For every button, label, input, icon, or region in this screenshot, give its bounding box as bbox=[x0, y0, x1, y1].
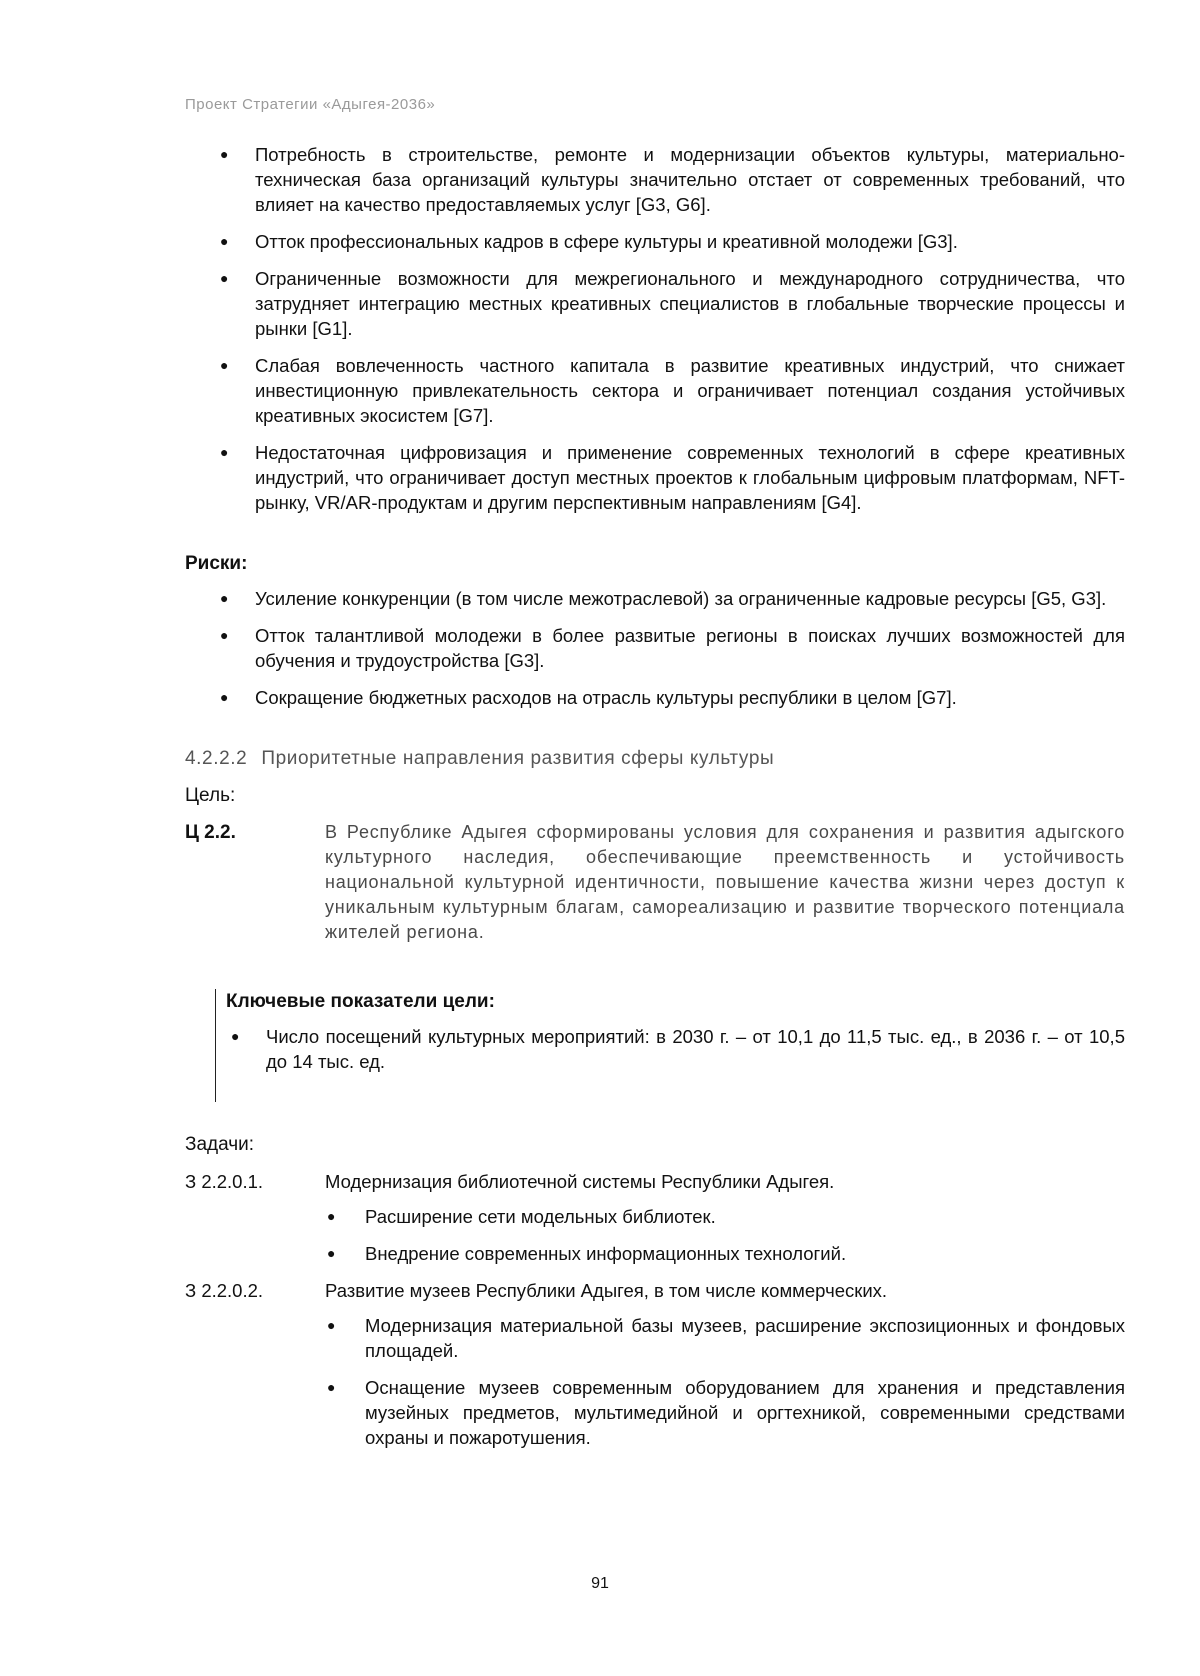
bullet-icon: ● bbox=[220, 689, 229, 705]
list-item-text: Число посещений культурных мероприятий: в 2030 г. – от 10,1 до 11,5 тыс. ед., в 2036 г. – от 10,5 до 14 тыс. ед. bbox=[266, 1026, 1125, 1072]
list-item bbox=[325, 1204, 1125, 1229]
goal-code: Ц 2.2. bbox=[185, 822, 236, 843]
page-number: 91 bbox=[591, 1575, 609, 1592]
running-header: Проект Стратегии «Адыгея-2036» bbox=[185, 96, 436, 113]
list-item-text: Ограниченные возможности для межрегионального и международного сотрудничества, что затрудняет интеграцию местных креативных специалистов в глобальные творческие процессы и рынки [G1]. bbox=[255, 268, 1125, 339]
list-item bbox=[185, 586, 1125, 611]
list-item bbox=[185, 229, 1125, 254]
list-item-text: Слабая вовлеченность частного капитала в развитие креативных индустрий, что снижает инвестиционную привлекательность сектора и ограничивает потенциал создания устойчивых креативных экосистем [G7]. bbox=[255, 355, 1125, 426]
task-subitems-list bbox=[325, 1313, 1125, 1450]
goal-label: Цель: bbox=[185, 785, 236, 806]
list-item bbox=[325, 1375, 1125, 1450]
kpi-box bbox=[215, 989, 1125, 1102]
list-item bbox=[185, 440, 1125, 515]
bullet-icon: ● bbox=[327, 1379, 336, 1395]
task-title: Модернизация библиотечной системы Республики Адыгея. bbox=[325, 1171, 835, 1192]
task-row bbox=[185, 1278, 1125, 1303]
bullet-icon: ● bbox=[220, 357, 229, 373]
list-item-text: Модернизация материальной базы музеев, расширение экспозиционных и фондовых площадей. bbox=[365, 1315, 1125, 1361]
goal-text: В Республике Адыгея сформированы условия для сохранения и развития адыгского культурного наследия, обеспечивающие преемственность и устойчивость национальной культурной идентичности, повышение качества жизни через доступ к уникальным культурным благам, самореализацию и развитие творческого потенциала жителей региона. bbox=[325, 822, 1125, 942]
bullet-icon: ● bbox=[220, 444, 229, 460]
bullet-icon: ● bbox=[327, 1208, 336, 1224]
tasks-label: Задачи: bbox=[185, 1134, 255, 1155]
list-item-text: Оснащение музеев современным оборудованием для хранения и представления музейных предметов, мультимедийной и оргтехникой, современными средствами охраны и пожаротушения. bbox=[365, 1377, 1125, 1448]
task-subitems-list bbox=[325, 1204, 1125, 1266]
bullet-icon: ● bbox=[231, 1028, 240, 1044]
list-item bbox=[226, 1024, 1125, 1074]
list-item-text: Расширение сети модельных библиотек. bbox=[365, 1206, 716, 1227]
task-title: Развитие музеев Республики Адыгея, в том числе коммерческих. bbox=[325, 1280, 888, 1301]
risks-list bbox=[185, 586, 1125, 710]
list-item bbox=[325, 1313, 1125, 1363]
list-item bbox=[325, 1241, 1125, 1266]
problems-list bbox=[185, 142, 1125, 515]
bullet-icon: ● bbox=[327, 1245, 336, 1261]
list-item bbox=[185, 266, 1125, 341]
task-code: З 2.2.0.1. bbox=[185, 1171, 264, 1192]
list-item-text: Потребность в строительстве, ремонте и модернизации объектов культуры, материально-техническая база организаций культуры значительно отстает от современных требований, что влияет на качество предоставляемых услуг [G3, G6]. bbox=[255, 144, 1125, 215]
page-content bbox=[185, 142, 1125, 1462]
list-item bbox=[185, 353, 1125, 428]
list-item-text: Отток талантливой молодежи в более развитые регионы в поисках лучших возможностей для обучения и трудоустройства [G3]. bbox=[255, 625, 1125, 671]
bullet-icon: ● bbox=[220, 233, 229, 249]
goal-row bbox=[185, 820, 1125, 945]
task-code: З 2.2.0.2. bbox=[185, 1280, 264, 1301]
bullet-icon: ● bbox=[220, 270, 229, 286]
list-item bbox=[185, 142, 1125, 217]
list-item-text: Отток профессиональных кадров в сфере культуры и креативной молодежи [G3]. bbox=[255, 231, 958, 252]
bullet-icon: ● bbox=[327, 1317, 336, 1333]
task-row bbox=[185, 1169, 1125, 1194]
kpi-heading: Ключевые показатели цели: bbox=[226, 991, 495, 1012]
section-title: Приоритетные направления развития сферы культуры bbox=[261, 748, 775, 769]
section-heading bbox=[185, 746, 1125, 771]
section-number: 4.2.2.2 bbox=[185, 748, 248, 769]
list-item bbox=[185, 623, 1125, 673]
list-item-text: Недостаточная цифровизация и применение современных технологий в сфере креативных индустрий, что ограничивает доступ местных проектов к глобальным цифровым платформам, NFT-рынку, VR/AR-продуктам и другим перспективным направлениям [G4]. bbox=[255, 442, 1125, 513]
list-item-text: Сокращение бюджетных расходов на отрасль культуры республики в целом [G7]. bbox=[255, 687, 957, 708]
bullet-icon: ● bbox=[220, 627, 229, 643]
bullet-icon: ● bbox=[220, 146, 229, 162]
bullet-icon: ● bbox=[220, 590, 229, 606]
risks-heading: Риски: bbox=[185, 553, 248, 574]
list-item bbox=[185, 685, 1125, 710]
list-item-text: Усиление конкуренции (в том числе межотраслевой) за ограниченные кадровые ресурсы [G5, G3]. bbox=[255, 588, 1107, 609]
kpi-list bbox=[226, 1024, 1125, 1074]
list-item-text: Внедрение современных информационных технологий. bbox=[365, 1243, 847, 1264]
